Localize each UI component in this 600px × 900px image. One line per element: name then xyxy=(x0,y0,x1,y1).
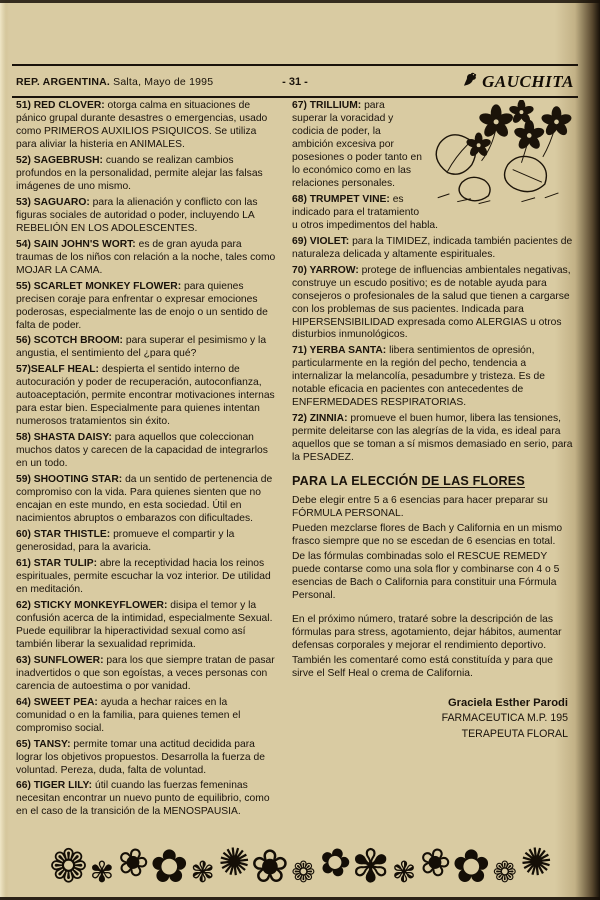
page-left-edge xyxy=(0,0,6,900)
section-paragraph: De las fórmulas combinadas solo el RESCUE REMEDY puede contarse como una sola flor y combinarse con 4 o 5 esencias de Bach o California para constituir una Fórmula Personal. xyxy=(292,550,560,601)
gauchita-logo xyxy=(318,70,574,93)
violet-flowers-illustration xyxy=(428,100,574,206)
section-paragraph: Debe elegir entre 5 a 6 esencias para hacer preparar su FÓRMULA PERSONAL. xyxy=(292,495,548,519)
flower-icon: ❀ xyxy=(111,838,154,888)
flower-item: 66) TIGER LILY: útil cuando las fuerzas femeninas necesitan encontrar un nuevo punto de equilibrio, como en el caso de la transición de la MENOSPAUSIA. xyxy=(16,780,270,818)
header-date: Salta, Mayo de 1995 xyxy=(110,75,214,88)
section-paragraph: También les comentaré como está constituída y para que sirve el Self Heal o crema de California. xyxy=(292,654,553,679)
flower-item: 59) SHOOTING STAR: da un sentido de pertenencia de compromiso con la vida. Para quienes sienten que no encajan en este mundo, en esta sociedad. Útil en nacimientos abruptos o embarazos con dificultades. xyxy=(16,474,273,525)
header-publication-line xyxy=(16,76,272,88)
flower-item: 51) RED CLOVER: otorga calma en situaciones de pánico grupal durante desastres o emergencias, usado como PRIMEROS AUXILIOS PSIQUICOS. Se utiliza para aliviar la histeria en ANIMALES. xyxy=(16,100,268,150)
flower-item-label: 51) RED CLOVER: xyxy=(16,100,105,111)
flower-item-label: 64) SWEET PEA: xyxy=(16,696,98,708)
flower-item-label: 59) SHOOTING STAR: xyxy=(16,474,123,486)
flower-item-label: 63) SUNFLOWER: xyxy=(16,654,104,666)
flower-item-label: 69) VIOLET: xyxy=(292,235,350,247)
section-paragraph: Pueden mezclarse flores de Bach y California en un mismo frasco siempre que no se escedan de 6 esencias en total. xyxy=(292,522,563,547)
flower-item-label: 60) STAR THISTLE: xyxy=(16,529,111,541)
flower-item-label: 68) TRUMPET VINE: xyxy=(292,193,390,205)
flower-icon: ✿ xyxy=(149,840,189,892)
flower-item-label: 56) SCOTCH BROOM: xyxy=(16,335,123,347)
flower-icon: ❁ xyxy=(291,856,316,889)
right-column xyxy=(292,100,574,830)
flower-icon: ❀ xyxy=(250,840,290,892)
flower-icon: ✾ xyxy=(89,856,115,889)
scan-top-edge xyxy=(0,0,600,3)
flower-item: 69) VIOLET: para la TIMIDEZ, indicada también pacientes de naturaleza delicada y altamente espirituales. xyxy=(292,235,573,260)
flower-item-label: 66) TIGER LILY: xyxy=(16,780,93,792)
section-paragraphs xyxy=(292,495,574,681)
flower-icon: ✿ xyxy=(313,838,356,888)
flower-item: 58) SHASTA DAISY: para aquellos que coleccionan muchos datos y carecen de la capacidad de integrarlos en un todo. xyxy=(16,432,268,470)
flower-item: 67) TRILLIUM: para superar la voracidad y codicia de poder, la ambición excesiva por posesiones o poder tanto en lo económico como en las relaciones personales. xyxy=(292,100,422,189)
flower-item-label: 71) YERBA SANTA: xyxy=(292,345,387,357)
flower-item-label: 61) STAR TULIP: xyxy=(16,557,98,569)
page-content xyxy=(16,100,574,830)
flower-item-label: 65) TANSY: xyxy=(16,738,71,750)
flower-item: 64) SWEET PEA: ayuda a hechar raices en la comunidad o en la familia, para quienes temen el compromiso social. xyxy=(16,696,241,734)
flower-item: 71) YERBA SANTA: libera sentimientos de opresión, particularmente en la región del pecho, tendencia a internalizar la melancolía, pesadumbre y tristeza. Es de notable eficacia en pacientes con antecedentes de ENFERMEDADES RESPIRATORIAS. xyxy=(292,345,545,409)
author-credential-1: FARMACEUTICA M.P. 195 xyxy=(441,712,568,725)
flower-item-label: 52) SAGEBRUSH: xyxy=(16,154,103,166)
flower-item-label: 58) SHASTA DAISY: xyxy=(16,432,112,444)
flower-item: 68) TRUMPET VINE: es indicado para el tratamiento u otros impedimentos del habla. xyxy=(292,193,438,231)
flower-item-label: 67) TRILLIUM: xyxy=(292,100,362,111)
flower-item: 52) SAGEBRUSH: cuando se realizan cambios profundos en la personalidad, permite alejar las falsas imágenes de uno mismo. xyxy=(16,154,263,192)
section-paragraph: En el próximo número, trataré sobre la descripción de las fórmulas para stress, agotamiento, dejar hábitos, aumentar defensas corporales y mejorar el rendimiento deportivo. xyxy=(292,613,562,651)
flower-icon: ✾ xyxy=(351,840,390,892)
section-title-part1: PARA LA ELECCIÓN xyxy=(292,474,422,489)
flower-item: 57)SEALF HEAL: despierta el sentido interno de autocuración y poder de recuperación, autoconfianza, autoaceptación, permite encontrar motivaciones internas para estar bien. Especialmente para quienes intentan numerosos tratamientos sin éxito. xyxy=(16,364,275,428)
flower-item-label: 72) ZINNIA: xyxy=(292,413,348,425)
flower-garland-border xyxy=(0,836,600,896)
flower-icon: ✿ xyxy=(452,840,491,892)
flower-item-label: 57)SEALF HEAL: xyxy=(16,364,99,376)
flower-item: 70) YARROW: protege de influencias ambientales negativas, construye un escudo positivo; es de notable ayuda para consejeros o profesionales de la salud que tienen a cargarse con los problemas de sus pacientes. Indicada para HIPERSENSIBILIDAD expresada como ALERGIAS u otros disturbios inmunológicos. xyxy=(292,264,571,341)
flower-item-label: 54) SAIN JOHN'S WORT: xyxy=(16,238,136,250)
section-title-part2: DE LAS FLORES xyxy=(421,474,525,489)
publication-title: GAUCHITA xyxy=(482,71,574,91)
flower-item-label: 53) SAGUARO: xyxy=(16,196,90,208)
header-country: REP. ARGENTINA. xyxy=(16,75,111,88)
flower-item: 65) TANSY: permite tomar una actitud decidida para lograr los objetivos propuestos. Desarrolla la fuerza de voluntad. Pereza, duda, falta de voluntad. xyxy=(16,738,265,776)
flower-item: 53) SAGUARO: para la alienación y conflicto con las figuras sociales de autoridad o poder, incluyendo LA REBELIÓN EN LOS ADOLESCENTES. xyxy=(16,196,258,234)
flower-item: 63) SUNFLOWER: para los que siempre tratan de pasar inadvertidos o que son egoístas, a veces personas con carencia de autoestima o por vanidad. xyxy=(16,654,275,692)
flower-icon: ❁ xyxy=(49,840,88,892)
flower-item-label: 70) YARROW: xyxy=(292,264,359,276)
flower-item-label: 55) SCARLET MONKEY FLOWER: xyxy=(16,280,182,292)
flower-item-label: 62) STICKY MONKEYFLOWER: xyxy=(16,599,168,611)
flower-item: 55) SCARLET MONKEY FLOWER: para quienes precisen coraje para enfrentar o expresar emociones poderosas, especialmente las de enojo o un sentido de falta de poder. xyxy=(16,280,268,331)
flower-icon: ❃ xyxy=(190,856,215,889)
left-column-items xyxy=(16,100,278,830)
author-credential-2: TERAPEUTA FLORAL xyxy=(461,728,568,741)
page-number: - 31 - xyxy=(282,75,308,88)
gauchita-bird-icon xyxy=(461,70,479,93)
flower-item: 54) SAIN JOHN'S WORT: es de gran ayuda para traumas de los niños con relación a la noche, tales como MOJAR LA CAMA. xyxy=(16,238,276,276)
flower-icon: ❁ xyxy=(492,856,517,889)
flower-item: 60) STAR THISTLE: promueve el compartir y la generosidad, para la avaricia. xyxy=(16,529,235,553)
signature-block xyxy=(292,695,574,744)
flower-item: 72) ZINNIA: promueve el buen humor, libera las tensiones, permite deleitarse con las alegrías de la vida, es ideal para aquellos que se toman a sí mismos demasiado en serio, para la PESADEZ. xyxy=(292,413,573,464)
flower-icon: ❀ xyxy=(413,838,457,888)
flower-item: 62) STICKY MONKEYFLOWER: disipa el temor y la confusión acerca de la intimidad, especialmente Sexual. Puede equilibrar la hiperactividad sexual como así también liberar la sexualidad reprimida. xyxy=(16,599,273,650)
flower-item: 56) SCOTCH BROOM: para superar el pesimismo y la angustia, el sentimiento del ¿para qué? xyxy=(16,335,267,360)
flower-icon: ✺ xyxy=(212,838,255,888)
page-header xyxy=(12,64,578,98)
flower-item: 61) STAR TULIP: abre la receptividad hacia los reinos espirituales, permite escuchar la voz interior. De utilidad en meditación. xyxy=(16,557,271,595)
flower-icon: ❃ xyxy=(391,856,417,889)
author-name: Graciela Esther Parodi xyxy=(447,696,568,709)
flower-icon: ✺ xyxy=(514,838,557,888)
section-title xyxy=(292,474,574,490)
